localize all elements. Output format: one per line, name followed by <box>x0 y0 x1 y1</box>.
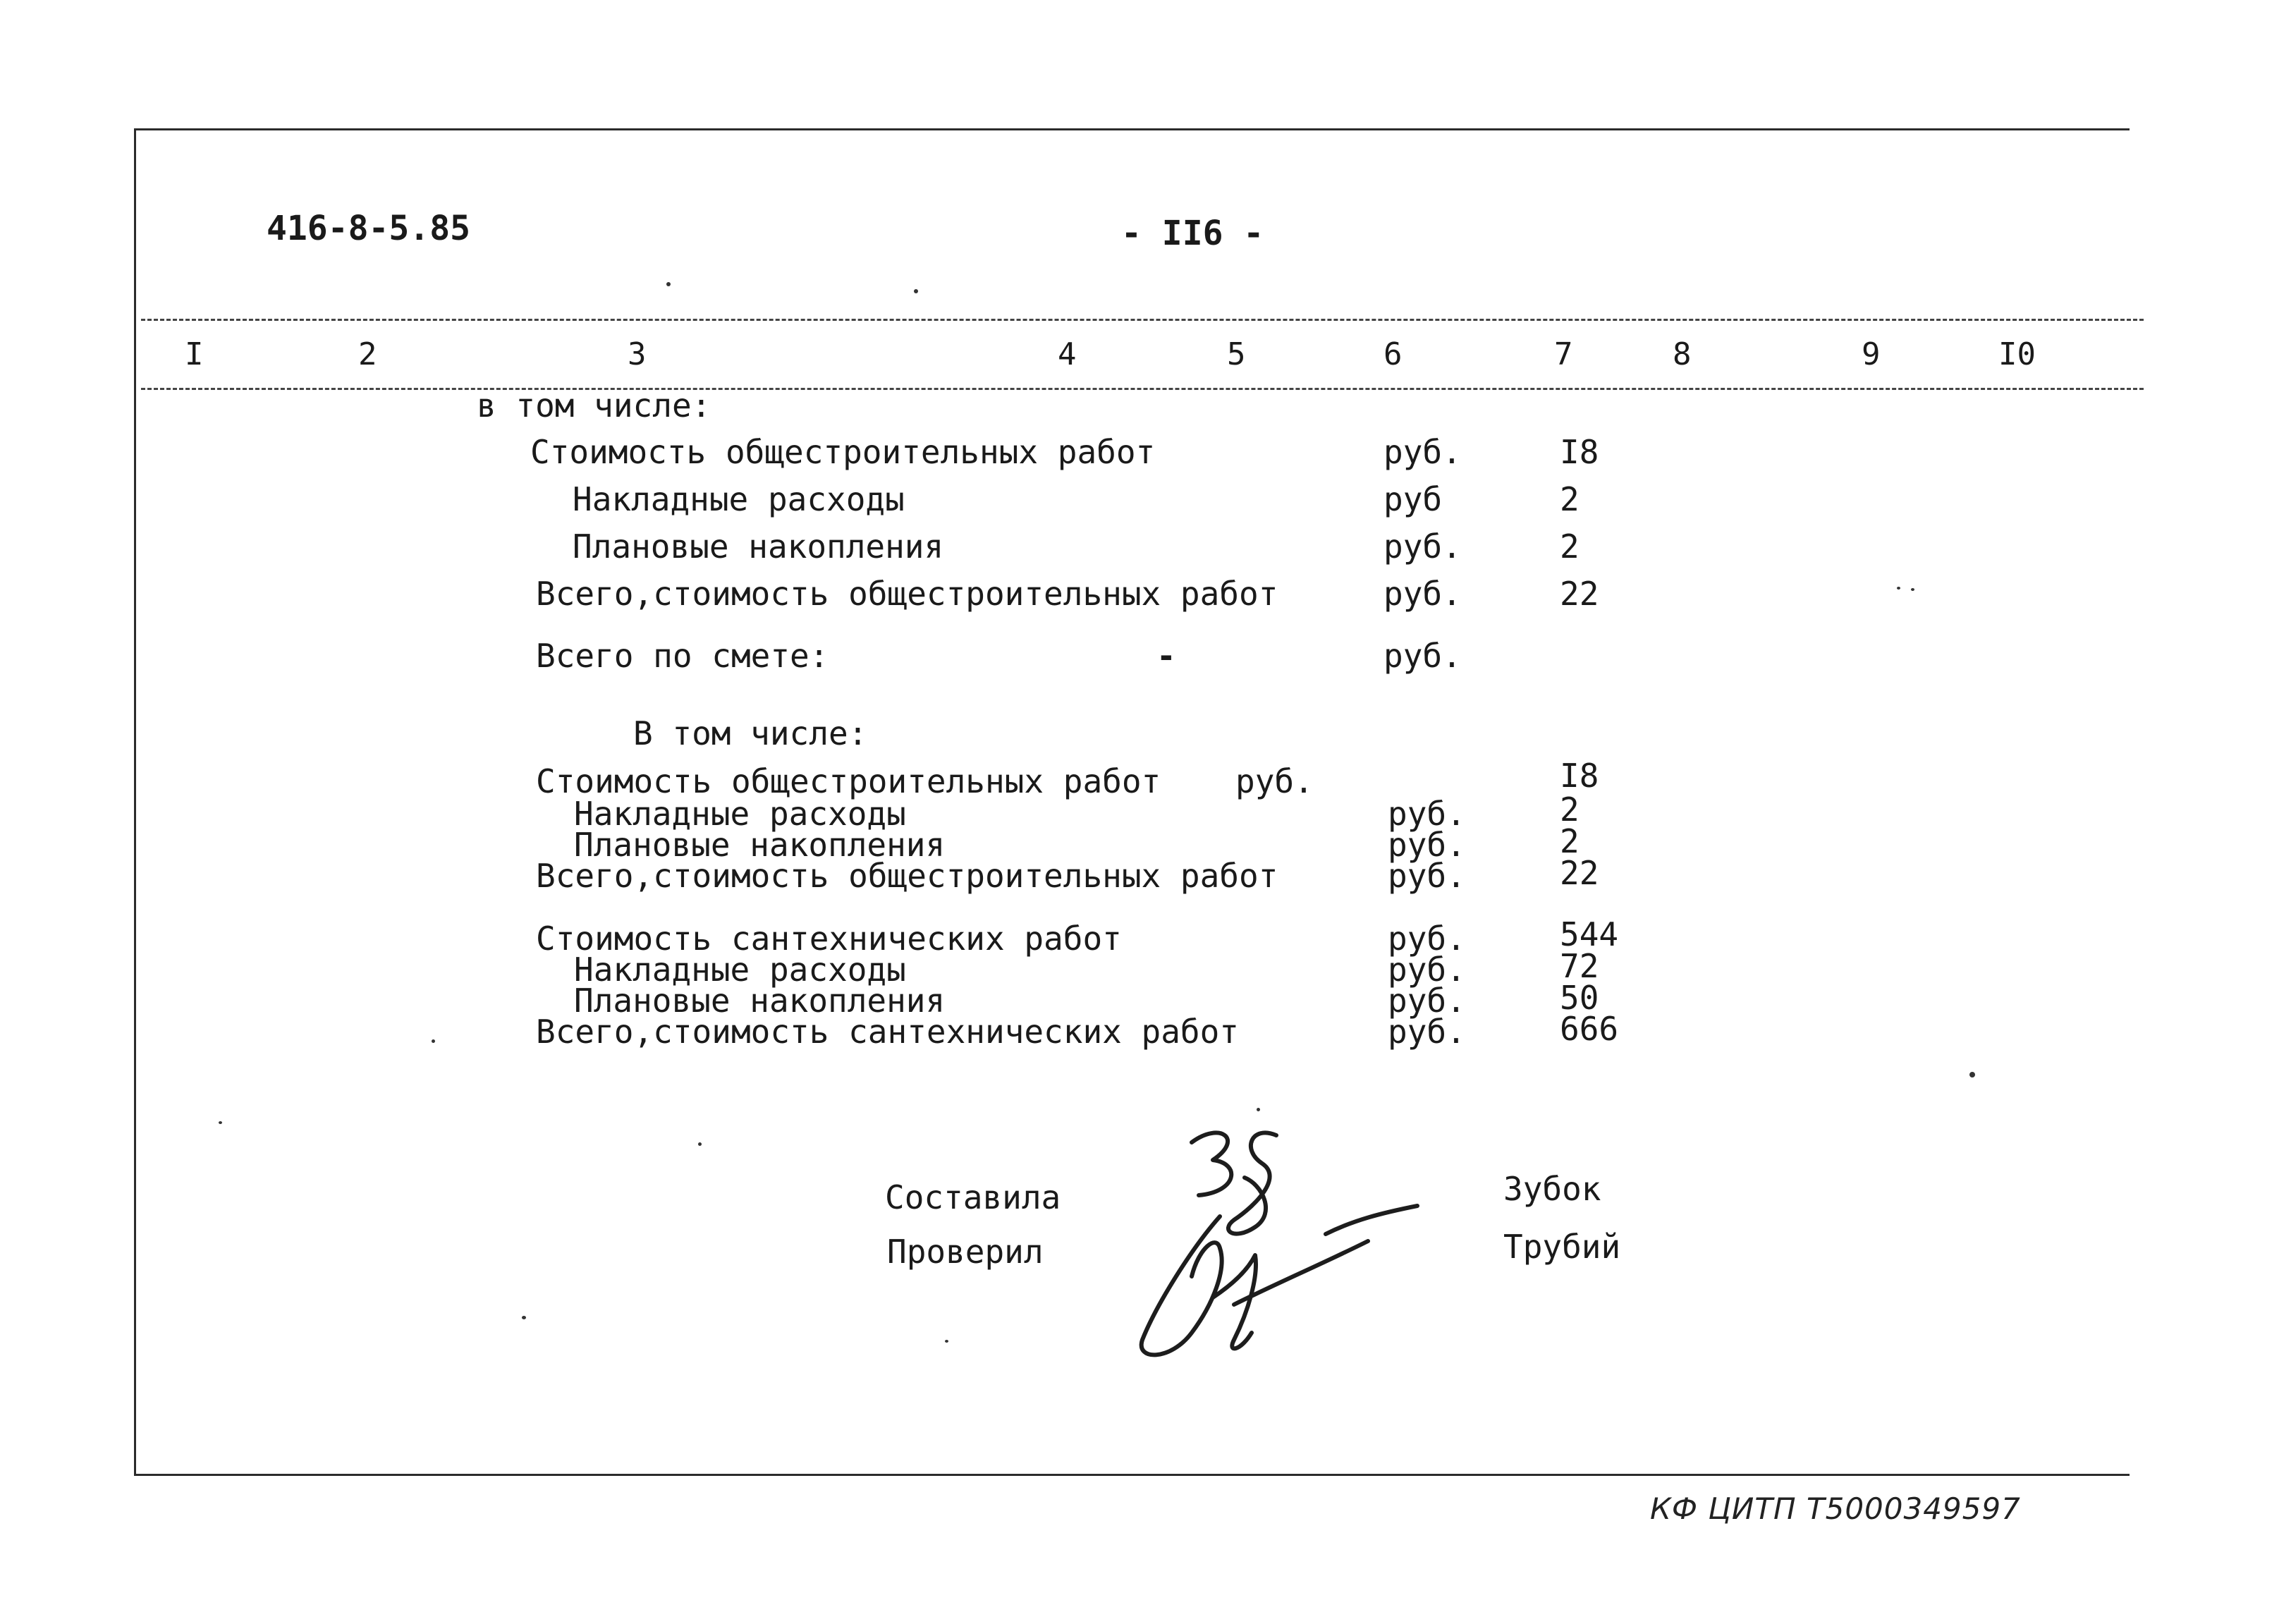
scan-speck <box>219 1121 222 1124</box>
handwritten-signature <box>1114 1107 1438 1368</box>
section1-row-label: Плановые накопления <box>573 527 944 566</box>
section3-row-unit: руб. <box>1388 982 1466 1020</box>
column-number-5: 5 <box>1227 336 1246 372</box>
total-label: Всего по смете: <box>536 637 829 675</box>
section1-heading: в том числе: <box>477 386 711 425</box>
scan-speck <box>666 282 671 286</box>
checked-by-name: Трубий <box>1503 1228 1621 1266</box>
section1-row-unit: руб. <box>1383 527 1462 566</box>
section1-row-value: 2 <box>1560 527 1580 566</box>
section2-row-unit: руб. <box>1388 795 1466 833</box>
section3-row-label: Накладные расходы <box>574 951 906 989</box>
section3-row-label: Всего,стоимость сантехнических работ <box>536 1013 1239 1051</box>
section2-row-value: 2 <box>1560 822 1580 860</box>
column-number-6: 6 <box>1383 336 1403 372</box>
section3-row-unit: руб. <box>1388 1013 1466 1051</box>
section1-row-value: I8 <box>1560 433 1599 471</box>
section2-heading: В том числе: <box>633 714 868 752</box>
section3-row-unit: руб. <box>1388 951 1466 989</box>
compiled-by-label: Составила <box>885 1178 1061 1216</box>
column-number-1: I <box>185 336 204 372</box>
section1-row-value: 2 <box>1560 480 1580 518</box>
scan-speck <box>522 1316 526 1319</box>
section2-row-unit: руб. <box>1235 762 1314 800</box>
scan-speck <box>698 1142 702 1146</box>
section1-row-value: 22 <box>1560 575 1599 613</box>
frame-top-line <box>134 128 2130 130</box>
column-number-9: 9 <box>1862 336 1881 372</box>
section2-row-value: I8 <box>1560 757 1599 795</box>
column-number-10: I0 <box>1998 336 2036 372</box>
section2-row-value: 22 <box>1560 854 1599 892</box>
section2-row-label: Накладные расходы <box>574 795 906 833</box>
column-number-4: 4 <box>1058 336 1077 372</box>
section3-row-label: Стоимость сантехнических работ <box>536 920 1122 958</box>
column-number-3: 3 <box>628 336 647 372</box>
section3-row-value: 72 <box>1560 947 1599 985</box>
column-number-8: 8 <box>1673 336 1692 372</box>
scan-speck <box>914 289 918 293</box>
total-unit: руб. <box>1383 637 1462 675</box>
scan-speck <box>1897 587 1900 590</box>
column-header-top-rule <box>141 319 2144 321</box>
section2-row-unit: руб. <box>1388 826 1466 864</box>
section1-row-label: Стоимость общестроительных работ <box>530 433 1156 471</box>
section2-row-label: Стоимость общестроительных работ <box>536 762 1161 800</box>
page-number: - II6 - <box>1121 214 1264 253</box>
total-dash: - <box>1156 637 1176 675</box>
section1-row-unit: руб. <box>1383 575 1462 613</box>
section3-row-value: 50 <box>1560 979 1599 1017</box>
column-header-bottom-rule <box>141 388 2144 390</box>
checked-by-label: Проверил <box>887 1233 1044 1271</box>
section2-row-label: Плановые накопления <box>574 826 946 864</box>
document-code: 416-8-5.85 <box>267 209 470 248</box>
column-number-2: 2 <box>358 336 377 372</box>
section3-row-label: Плановые накопления <box>574 982 946 1020</box>
section2-row-unit: руб. <box>1388 857 1466 895</box>
scan-speck <box>1257 1108 1260 1111</box>
column-number-7: 7 <box>1554 336 1573 372</box>
scan-speck <box>1969 1072 1975 1077</box>
scan-speck <box>432 1039 435 1043</box>
section1-row-unit: руб <box>1383 480 1443 518</box>
archive-stamp: КФ ЦИТП Т5000349597 <box>1650 1491 2021 1526</box>
section1-row-label: Всего,стоимость общестроительных работ <box>536 575 1278 613</box>
compiled-by-name: Зубок <box>1503 1170 1601 1208</box>
section3-row-value: 666 <box>1560 1010 1619 1048</box>
section3-row-unit: руб. <box>1388 920 1466 958</box>
frame-left-line <box>134 128 136 1475</box>
section3-row-value: 544 <box>1560 915 1619 953</box>
section1-row-unit: руб. <box>1383 433 1462 471</box>
section2-row-label: Всего,стоимость общестроительных работ <box>536 857 1278 895</box>
scan-speck <box>945 1340 948 1343</box>
section2-row-value: 2 <box>1560 790 1580 829</box>
scan-speck <box>1911 588 1914 591</box>
frame-bottom-line <box>134 1474 2130 1476</box>
section1-row-label: Накладные расходы <box>573 480 905 518</box>
